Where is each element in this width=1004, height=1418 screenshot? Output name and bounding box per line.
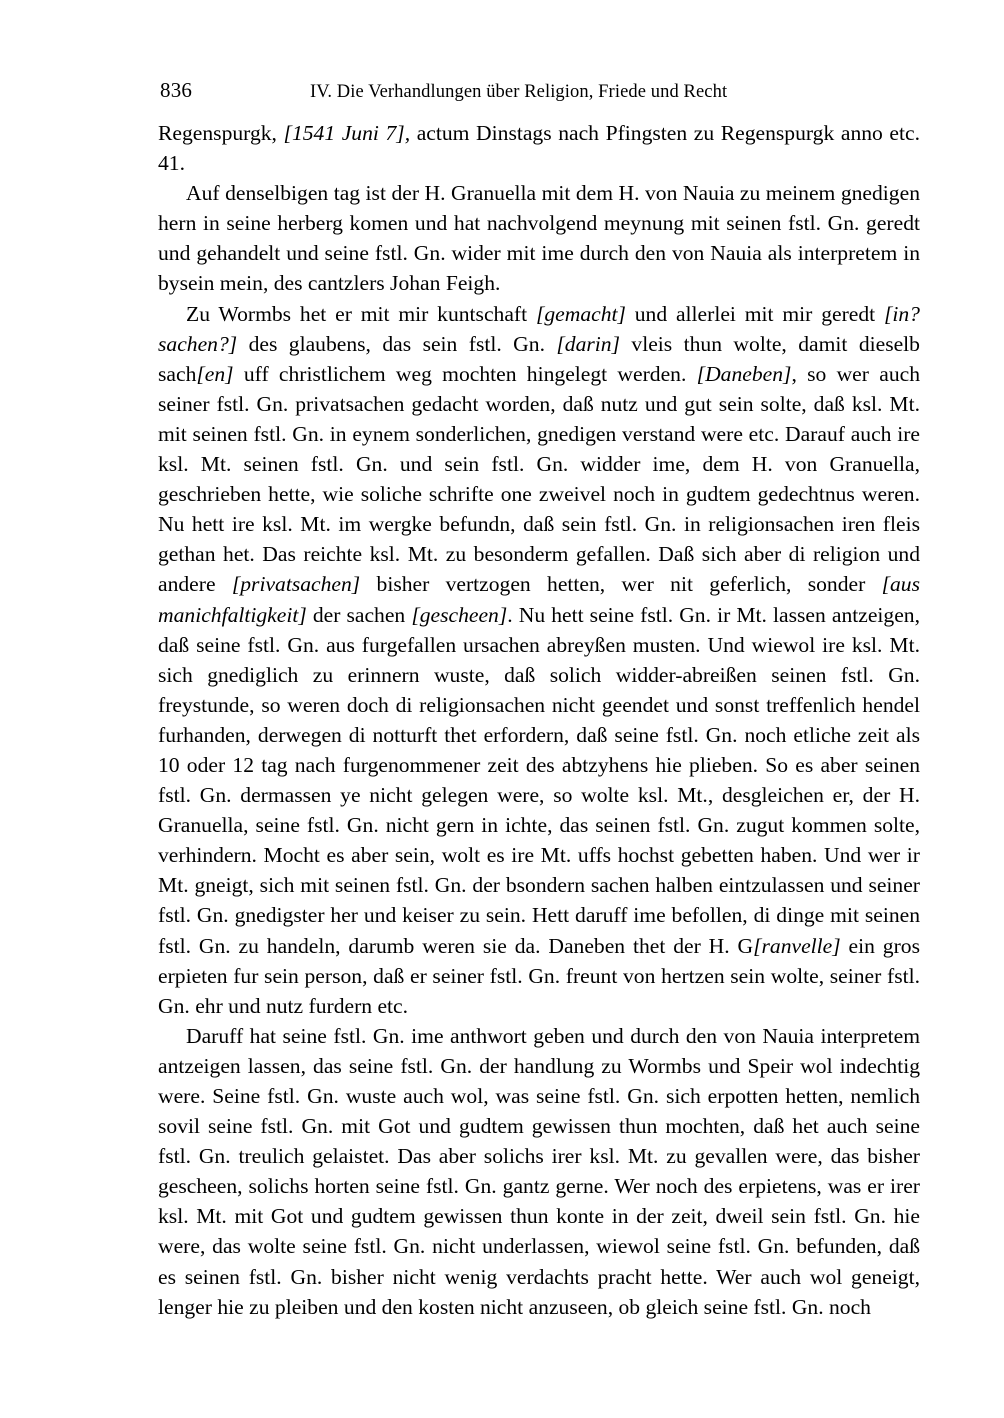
editorial-interpolation: [1541 Juni 7], bbox=[283, 121, 411, 145]
page-header bbox=[160, 78, 920, 100]
editorial-interpolation: [privatsachen] bbox=[231, 572, 361, 597]
page-number: 836 bbox=[160, 78, 193, 102]
text-run: der sachen bbox=[306, 602, 412, 627]
text-run: Daruff hat seine fstl. Gn. ime anthwort geben und durch den von Nauia interpretem antzeigen lassen, das seine fstl. Gn. der handlung zu Wormbs und Speir wol indechtig were. Seine fstl. Gn. wuste auch wol, was seine fstl. Gn. sich erpotten hetten, nemlich sovil seine fstl. Gn. mit Got und gudtem gewissen thun mochten, daß het auch seine fstl. Gn. treulich gelaistet. Das aber solichs irer ksl. Mt. zu gevallen were, das bisher gescheen, solichs horten seine fstl. Gn. gantz gerne. Wer noch des erpietens, was er irer ksl. Mt. mit Got und gudtem gewissen thun konte in der zeit, dweil sein fstl. Gn. hie were, das wolte seine fstl. Gn. nicht underlassen, wiewol seine fstl. Gn. befunden, daß es seinen fstl. Gn. bisher nicht wenig verdachts pracht hette. Wer auch wol geneigt, lenger hie zu pleiben und den kosten nicht anzuseen, ob gleich seine fstl. Gn. noch bbox=[158, 1023, 920, 1319]
text-run: Auf denselbigen tag ist der H. Granuella mit dem H. von Nauia zu meinem gnedigen hern in seine herberg komen und hat nachvolgend meynung mit seinen fstl. Gn. geredt und gehandelt und seine fstl. Gn. wider mit ime durch den von Nauia als interpretem in bysein mein, des cantzlers Johan Feigh. bbox=[158, 181, 920, 296]
text-run: bisher vertzogen hetten, wer nit geferlich, sonder bbox=[360, 572, 882, 597]
text-run: uff christlichem weg mochten hingelegt werden. bbox=[233, 361, 697, 386]
editorial-interpolation: [gemacht] bbox=[535, 301, 626, 326]
editorial-interpolation: [en] bbox=[196, 361, 234, 386]
editorial-interpolation: [aus manichfaltigkeit] bbox=[158, 572, 920, 627]
paragraph bbox=[158, 1021, 920, 1322]
running-title: IV. Die Verhandlungen über Religion, Friede und Recht bbox=[310, 82, 728, 102]
editorial-interpolation: [ranvelle] bbox=[753, 933, 841, 958]
text-run: Regenspurgk, bbox=[158, 121, 284, 145]
text-run: vleis thun wolte, damit dieselb sach bbox=[158, 331, 920, 386]
page-body bbox=[158, 118, 920, 1322]
text-run: . Nu hett seine fstl. Gn. ir Mt. lassen antzeigen, daß seine fstl. Gn. aus furgefallen ursachen abreyßen musten. Und wiewol ire ksl. Mt. sich gnediglich zu erinnern wuste, daß solich widder-abreißen seinen fstl. Gn. freystunde, so weren doch di religionsachen nicht geendet und sonst treffenlich hendel furhanden, derwegen di notturft thet erfordern, daß seine fstl. Gn. noch etliche zeit als 10 oder 12 tag nach furgenommener zeit des abtzyhens hie plieben. So es aber seinen fstl. Gn. dermassen ye nicht gelegen were, so wolte ksl. Mt., desgleichen er, der H. Granuella, seine fstl. Gn. nicht gern in ichte, das seinen fstl. Gn. zugut kommen solte, verhindern. Mocht es aber sein, wolt es ire Mt. uffs hochst gebetten haben. Und wer ir Mt. gneigt, sich mit seinen fstl. Gn. der bsondern sachen halben eintzulassen und seiner fstl. Gn. gnedigster her und keiser zu sein. Hett daruff ime befollen, di dinge mit seinen fstl. Gn. zu handeln, darumb weren sie da. Daneben thet der H. G bbox=[158, 602, 920, 958]
paragraph bbox=[158, 178, 920, 298]
paragraph bbox=[158, 118, 920, 178]
paragraph bbox=[158, 299, 920, 1021]
editorial-interpolation: [in? sachen?] bbox=[158, 301, 920, 356]
text-run: , so wer auch seiner fstl. Gn. privatsachen gedacht worden, daß nutz und gut sein solte, daß ksl. Mt. mit seinen fstl. Gn. in eynem sonderlichen, gnedigen verstand were etc. Darauf auch ire ksl. Mt. seinen fstl. Gn. und sein fstl. Gn. widder ime, dem H. von Granuella, geschrieben hette, wie soliche schrifte one zweivel noch in gudtem gedechtnus weren. Nu hett ire ksl. Mt. im wergke befundn, daß sein fstl. Gn. in religionsachen iren fleis gethan het. Das reichte ksl. Mt. zu besonderm gefallen. Daß sich aber di religion und andere bbox=[158, 361, 920, 597]
text-run: Zu Wormbs het er mit mir kuntschaft bbox=[186, 301, 536, 326]
text-run: ein gros erpieten fur sein person, daß er seiner fstl. Gn. freunt von hertzen sein wolte, seiner fstl. Gn. ehr und nutz furdern etc. bbox=[158, 933, 920, 1018]
editorial-interpolation: [gescheen] bbox=[411, 602, 508, 627]
text-run: des glaubens, das sein fstl. Gn. bbox=[237, 331, 557, 356]
text-run: und allerlei mit mir geredt bbox=[625, 301, 884, 326]
editorial-interpolation: [darin] bbox=[556, 331, 620, 356]
text-run: actum Dinstags nach Pfingsten zu Regenspurgk anno etc. 41. bbox=[158, 121, 920, 176]
editorial-interpolation: [Daneben] bbox=[696, 361, 792, 386]
